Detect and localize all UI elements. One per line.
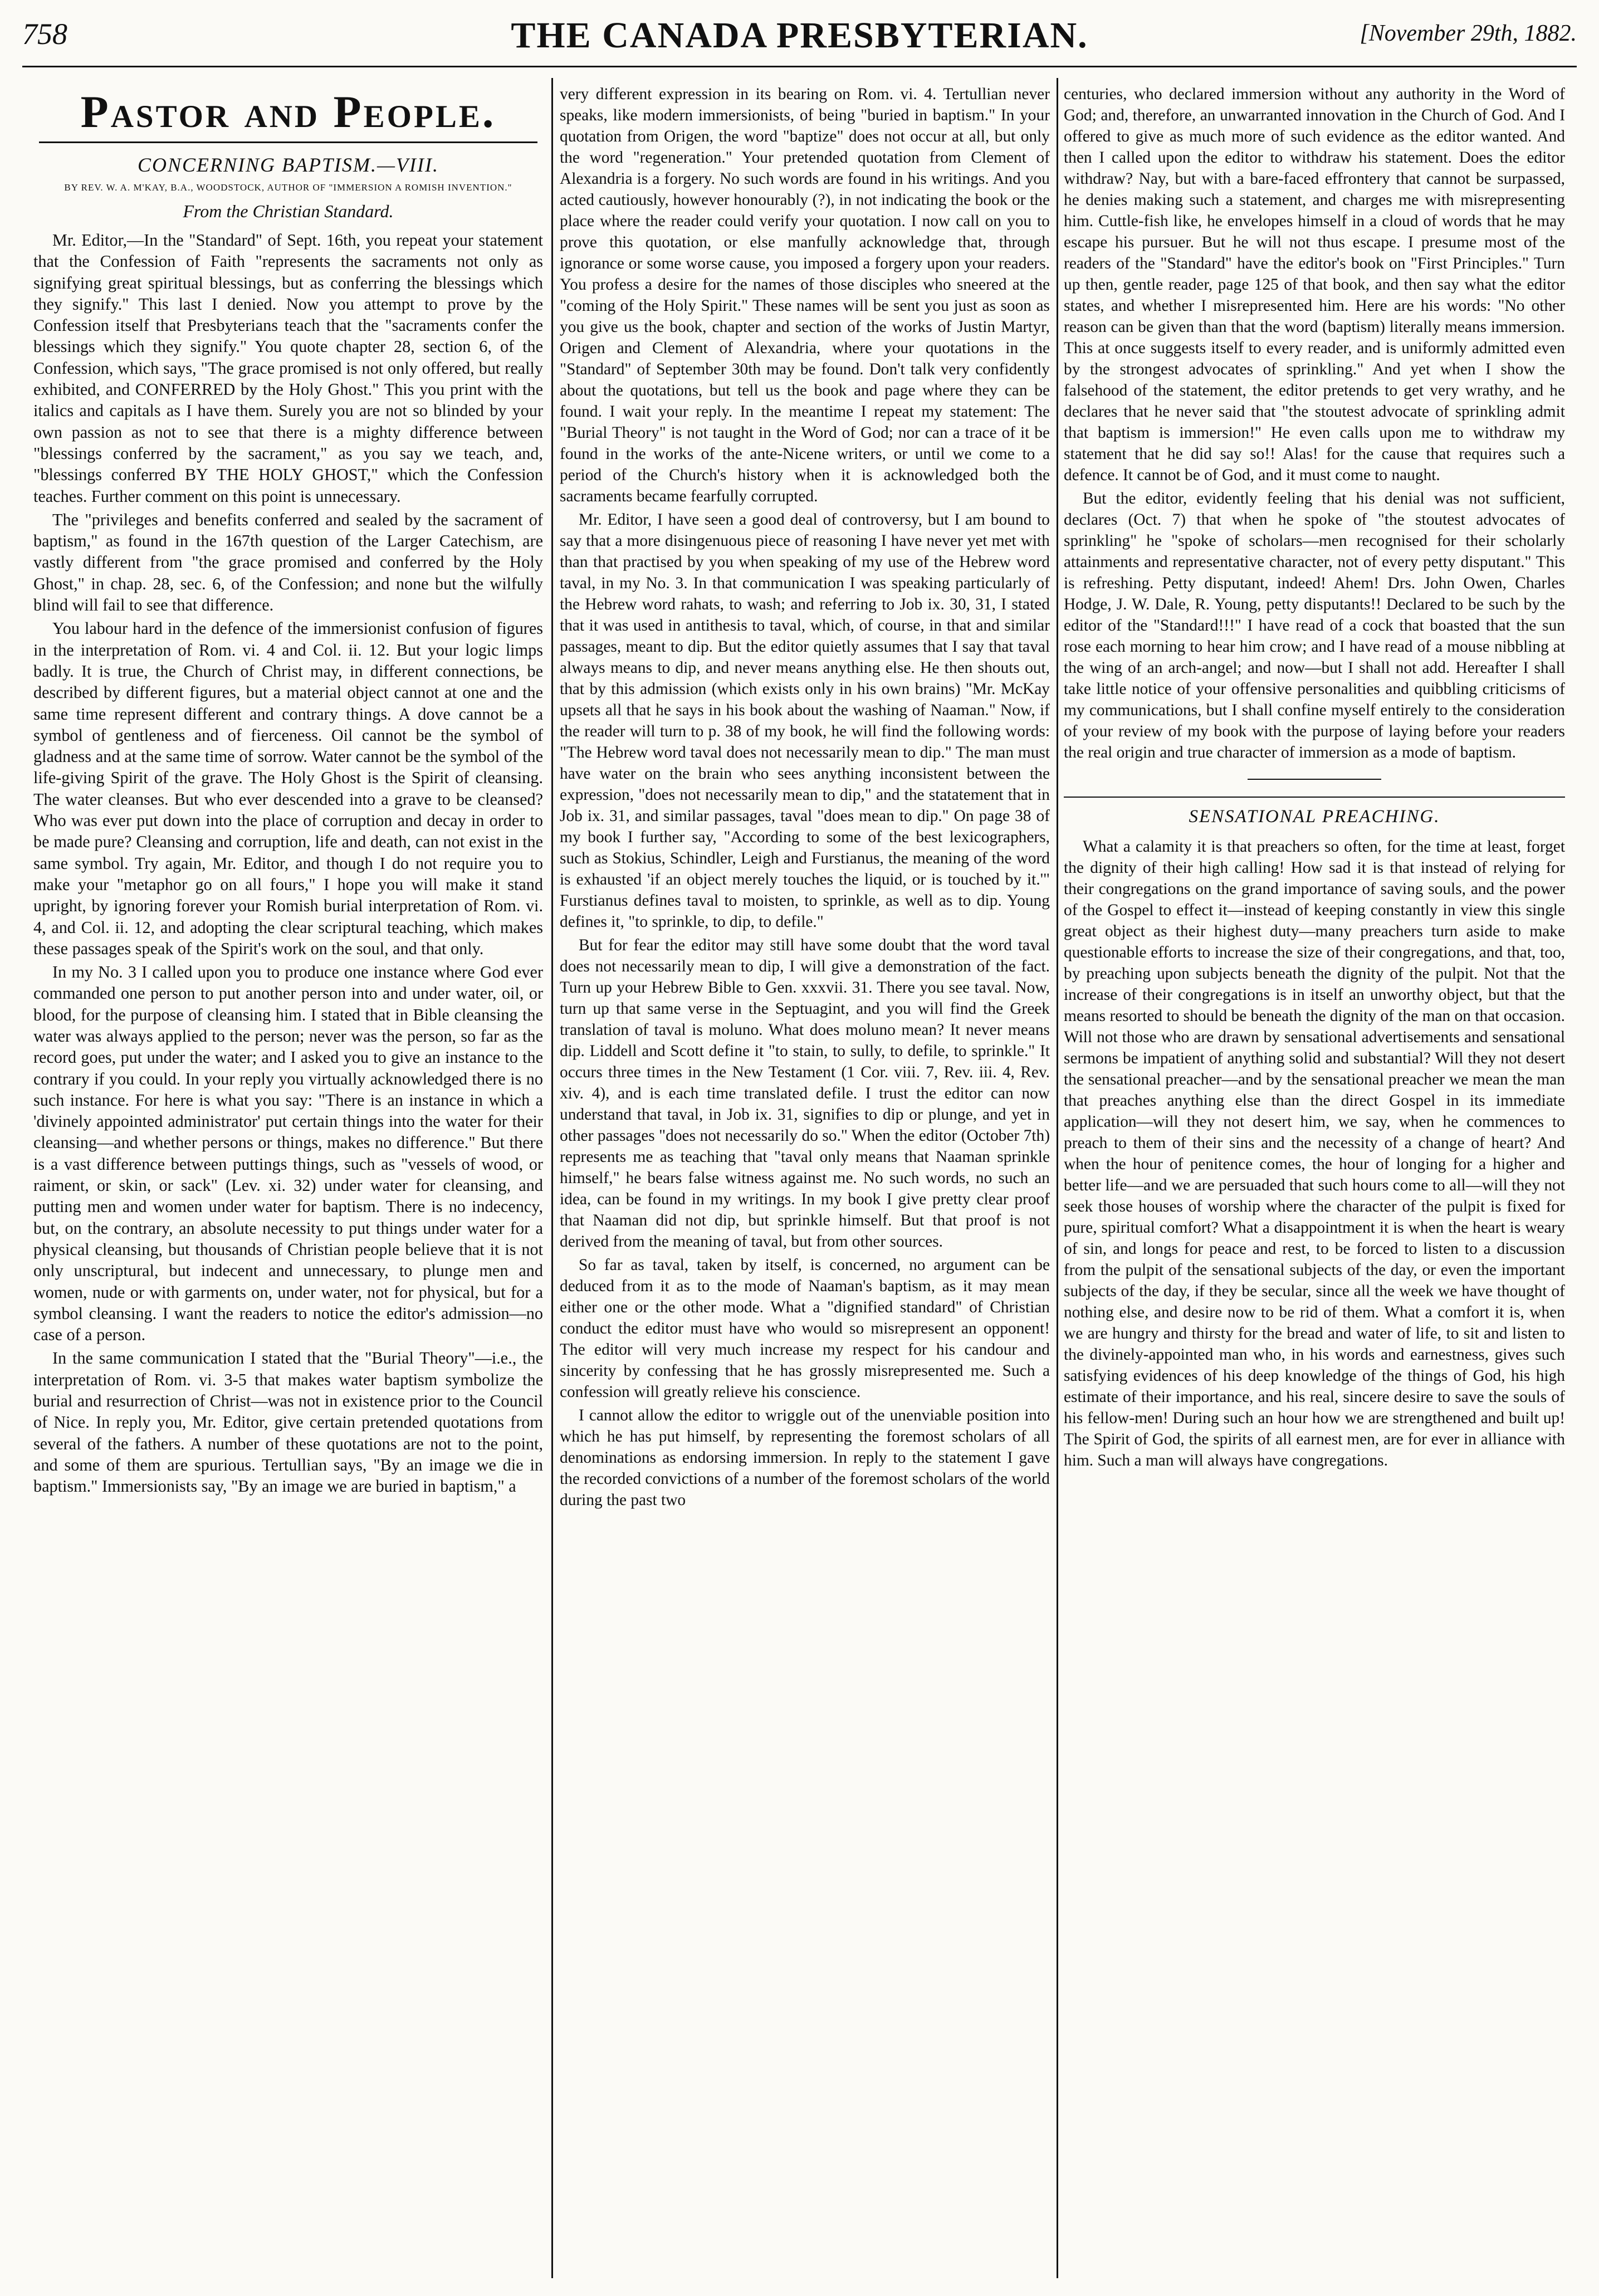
department-heading: Pastor and People. — [80, 86, 496, 137]
paragraph: But for fear the editor may still have some doubt that the word taval does not necessarily mean to dip, I will give a demonstration of the fact. Turn up your Hebrew Bible to Gen. xxxvii. 31. There you see taval. Now, turn up that same verse in the Septuagint, and you will find the Greek translation of taval is moluno. What does moluno mean? It never means dip. Liddell and Scott define it "to stain, to sully, to defile, to sprinkle." It occurs three times in the New Testament (1 Cor. viii. 7, Rev. iii. 4, Rev. xiv. 4), and is each time translated defile. I trust the editor can now understand that taval, in Job ix. 31, signifies to dip or plunge, and yet in other passages "does not necessarily do so." When the editor (October 7th) represents me as teaching that "taval only means that Naaman sprinkle himself," he bears false witness against me. No such words, no such an idea, can be found in my writings. In my book I give pretty clear proof that Naaman did not dip, but sprinkle himself. But that proof is not derived from the meaning of taval, but from other sources. — [560, 936, 1050, 1250]
column-2-body — [560, 84, 1050, 1511]
column-divider — [551, 78, 553, 2278]
paragraph: In my No. 3 I called upon you to produce one instance where God ever commanded one person to put another person into and under water, oil, or blood, for the purpose of cleansing him. I stated that in Bible cleansing the water was always applied to the person; never was the person, so far as the record goes, put under the water; and I asked you to give an instance to the contrary if you could. In your reply you virtually acknowledged there is no such instance. For here is what you say: "There is an instance in which a 'divinely appointed administrator' put certain things into the water for their cleansing—and whether persons or things, makes no difference." But there is a vast difference between puttings things, such as "vessels of wood, or raiment, or skin, or sack" (Lev. xi. 32) under water for cleansing, and putting men and women under water for baptism. There is no indecency, but, on the contrary, an absolute necessity to put things under water for a physical cleansing, but thousands of Christian people believe that it is not only unscriptural, but indecent and unnecessary, to plunge men and women, nude or with garments on, under water, not for physical, but for a symbol cleansing. I want the readers to notice the editor's admission—no case of a person. — [33, 963, 543, 1345]
paragraph: The "privileges and benefits conferred and sealed by the sacrament of baptism," as found in the 167th question of the Larger Catechism, are vastly different from "the grace promised and conferred by the Holy Ghost," in chap. 28, sec. 6, of the Confession; and none but the wilfully blind will fail to see that difference. — [33, 510, 543, 615]
issue-date: [November 29th, 1882. — [1360, 21, 1577, 46]
paragraph: But the editor, evidently feeling that his denial was not sufficient, declares (Oct. 7) that when he spoke of "the stoutest advocates of sprinkling" he "spoke of scholars—men recognised for their scholarly attainments and representative character, not of every petty disputant." This is refreshing. Petty disputant, indeed! Ahem! Drs. John Owen, Charles Hodge, J. W. Dale, R. Young, petty disputants!! Declared to be such by the editor of the "Standard!!!" I have read of a cock that boasted that the sun rose each morning to hear him crow; and I have read of a mouse nibbling at the wing of an arch-angel; and now—but I shall not add. Hereafter I shall take little notice of your offensive personalities and quibbling criticisms of my communications, but I shall confine myself entirely to the consideration of your review of my book with the purpose of laying before your readers the real origin and true character of immersion as a mode of baptism. — [1064, 490, 1565, 761]
article-2-title: SENSATIONAL PREACHING. — [1064, 797, 1565, 827]
paragraph: Mr. Editor,—In the "Standard" of Sept. 16th, you repeat your statement that the Confession of Faith "represents the sacraments not only as signifying great spiritual blessings, but as conferring the blessings which they signify." This last I denied. Now you attempt to prove by the Confession itself that Presbyterians teach that the "sacraments confer the blessings which they signify." You quote chapter 28, section 6, of the Confession, which says, "The grace promised is not only offered, but really exhibited, and CONFERRED by the Holy Ghost." This you print with the italics and capitals as I have them. Surely you are not so blinded by your own passion as not to see that there is a mighty difference between "blessings conferred by the sacrament," as you say we teach, and, "blessings conferred BY THE HOLY GHOST," which the Confession teaches. Further comment on this point is unnecessary. — [33, 231, 543, 506]
article-byline: BY REV. W. A. M'KAY, B.A., WOODSTOCK, AUTHOR OF "IMMERSION A ROMISH INVENTION." — [64, 182, 512, 193]
column-2 — [560, 84, 1050, 2278]
paragraph: centuries, who declared immersion without any authority in the Word of God; and, therefore, an unwarranted innovation in the Church of God. And I offered to give as much more of such evidence as the editor wanted. And then I called upon the editor to withdraw his statement. Does the editor withdraw? Nay, but with a bare-faced effrontery that cannot be surpassed, he denies making such a statement, and charges me with misrepresenting him. Cuttle-fish like, he envelopes himself in a cloud of words that he may escape his pursuer. But he will not thus escape. I presume most of the readers of the "Standard" have the editor's book on "First Principles." Turn up then, gentle reader, page 125 of that book, and then say what the editor states, and whether I misrepresented him. Here are his words: "No other reason can be given than that the word (baptism) literally means immersion. This at once suggests itself to every reader, and is uniformly admitted even by the strongest advocates of sprinkling." And yet when I show the falsehood of the statement, the editor pretends to get very wrathy, and he declares that he never said that "the stoutest advocate of sprinkling admit that baptism is immersion!" He even calls upon me to withdraw my statement that he did say so!! Alas! for the cause that requires such a defence. It cannot be of God, and it must come to naught. — [1064, 85, 1565, 484]
paragraph: In the same communication I stated that the "Burial Theory"—i.e., the interpretation of Rom. vi. 3-5 that makes water baptism symbolize the burial and resurrection of Christ—was not in existence prior to the Council of Nice. In reply you, Mr. Editor, give certain pretended quotations from several of the fathers. A number of these quotations are not to the point, and some of them are spurious. Tertullian says, "By an image we die in baptism." Immersionists say, "By an image we are buried in baptism," a — [33, 1349, 543, 1496]
paragraph: So far as taval, taken by itself, is concerned, no argument can be deduced from it as to the mode of Naaman's baptism, as it may mean either one or the other mode. What a "dignified standard" of Christian conduct the editor must have who would so misrepresent an opponent! The editor will very much increase my respect for his candour and sincerity by confessing that he has grossly misrepresented me. Such a confession will greatly relieve his conscience. — [560, 1256, 1050, 1401]
page-number: 758 — [22, 17, 67, 51]
column-3 — [1064, 84, 1565, 2278]
article-title: CONCERNING BAPTISM.—VIII. — [138, 154, 439, 176]
article-2-body — [1064, 836, 1565, 1471]
article-source: From the Christian Standard. — [183, 201, 394, 221]
paragraph: I cannot allow the editor to wriggle out of the unenviable position into which he has put himself, by representing the foremost scholars of all denominations as endorsing immersion. In reply to the statement I gave the recorded convictions of a number of the foremost scholars of the world during the past two — [560, 1406, 1050, 1509]
column-divider — [1057, 78, 1058, 2278]
paragraph: You labour hard in the defence of the immersionist confusion of figures in the interpretation of Rom. vi. 4 and Col. ii. 12. But your logic limps badly. It is true, the Church of Christ may, in different connections, be described by different figures, but a material object cannot at one and the same time represent different and contrary things. A dove cannot be a symbol of gentleness and of fierceness. Oil cannot be the symbol of gladness and at the same time of sorrow. Water cannot be the symbol of the life-giving Spirit of the grave. The Holy Ghost is the Spirit of cleansing. The water cleanses. But who ever descended into a grave to be cleansed? Who was ever put down into the place of corruption and decay in order to be made pure? Cleansing and corruption, life and death, can not exist in the same symbol. Try again, Mr. Editor, and though I do not require you to make your "metaphor go on all fours," I hope you will make it stand upright, by ignoring forever your Romish burial interpretation of Rom. vi. 4, and Col. ii. 12, and adopting the clear scriptural teaching, which makes these passages speak of the Spirit's work on the soul, and that only. — [33, 619, 543, 958]
paragraph: What a calamity it is that preachers so often, for the time at least, forget the dignity of their high calling! How sad it is that instead of relying for their congregations on the grand importance of saving souls, and the power of the Gospel to effect it—instead of keeping constantly in view this single great object as their highest duty—many preachers turn aside to make questionable efforts to increase the size of their congregations, and that, too, by preaching upon subjects beneath the dignity of the pulpit. Not that the increase of their congregations is in itself an unworthy object, but that the means resorted to should be beneath the dignity of the man on that occasion. Will not those who are drawn by sensational advertisements and sensational sermons be impatient of anything solid and substantial? Will they not desert the sensational preacher—and by the sensational preacher we mean the man that preaches anything else than the direct Gospel in its immediate application—will they not desert him, we say, when he commences to preach to them of their sins and the necessity of a change of heart? And when the hour of penitence comes, the hour of longing for a higher and better life—and we are persuaded that such hours come to all—will they not seek those houses of worship where the character of the pulpit is fixed for pure, spiritual comfort? What a disappointment it is when the heart is weary of sin, and longs for peace and rest, to be forced to listen to a discussion from the pulpit of the sensational subjects of the day, or even the important subjects of the day, if they be secular, since all the week we have thought of nothing else, and desire now to be rid of them. What a comfort it is, when we are hungry and thirsty for the bread and water of life, to sit and listen to the divinely-appointed man who, in his words and earnestness, gives such satisfying evidences of his deep knowledge of the things of God, his high estimate of their importance, and his real, sincere desire to save the souls of his fellow-men! During such an hour how we are strengthened and built up! The Spirit of God, the spirits of all earnest men, are for ever in alliance with him. Such a man will always have congregations. — [1064, 838, 1565, 1469]
running-header — [22, 12, 1577, 63]
paragraph: Mr. Editor, I have seen a good deal of controversy, but I am bound to say that a more disingenuous piece of reasoning I have never yet met with than that practised by you when speaking of my use of the Hebrew word taval, in my No. 3. In that communication I was speaking particularly of the Hebrew word rahats, to wash; and referring to Job ix. 30, 31, I stated that it was used in antithesis to taval, which, of course, in that and similar passages, meant to dip. But the editor quietly assumes that I say that taval always means to dip, and never means anything else. He then shouts out, that by this admission (which exists only in his own brains) "Mr. McKay upsets all that he says in his book about the washing of Naaman." Now, if the reader will turn to p. 38 of my book, he will find the following words: "The Hebrew word taval does not necessarily mean to dip." The man must have water on the brain who sees anything inconsistent between the expression, "does not necessarily mean to dip," and the statatement that in Job ix. 31, and similar passages, taval "does mean to dip." On page 38 of my book I further say, "According to some of the best lexicographers, such as Stokius, Schindler, Leigh and Furstianus, the meaning of the word is exhausted 'if an object merely touches the liquid, or is touched by it.'" Furstianus defines taval to moisten, to sprinkle, as well as to dip. Young defines it, "to sprinkle, to dip, to defile." — [560, 511, 1050, 931]
section-rule — [1248, 779, 1381, 780]
publication-title: THE CANADA PRESBYTERIAN. — [511, 15, 1088, 56]
column-3-body — [1064, 84, 1565, 763]
column-1 — [33, 84, 543, 2278]
department-rule — [39, 141, 537, 143]
header-rule — [22, 66, 1577, 67]
paragraph: very different expression in its bearing on Rom. vi. 4. Tertullian never speaks, like modern immersionists, of being "buried in baptism." In your quotation from Origen, the word "baptize" does not occur at all, but only the word "regeneration." Your pretended quotation from Clement of Alexandria is a forgery. No such words are found in his writings. And you acted cautiously, however honourably (?), in not indicating the book or the place where the reader could verify your quotation. I now call on you to prove this quotation, or else manfully acknowledge that, through ignorance or some worse cause, you imposed a forgery upon your readers. You profess a desire for the names of those disciples who sneered at the "coming of the Holy Spirit." These names will be sent you just as soon as you give us the book, chapter and section of the works of Justin Martyr, Origen and Clement of Alexandria, where your quotations in the "Standard" of September 30th may be found. Don't talk very confidently about the quotations, but tell us the book and page where they can be found. I wait your reply. In the meantime I repeat my statement: The "Burial Theory" is not taught in the Word of God; nor can a trace of it be found in the works of the ante-Nicene writers, or until we come to a period of the Church's history when it is acknowledged both the sacraments became fearfully corrupted. — [560, 85, 1050, 505]
column-1-body — [33, 229, 543, 1497]
